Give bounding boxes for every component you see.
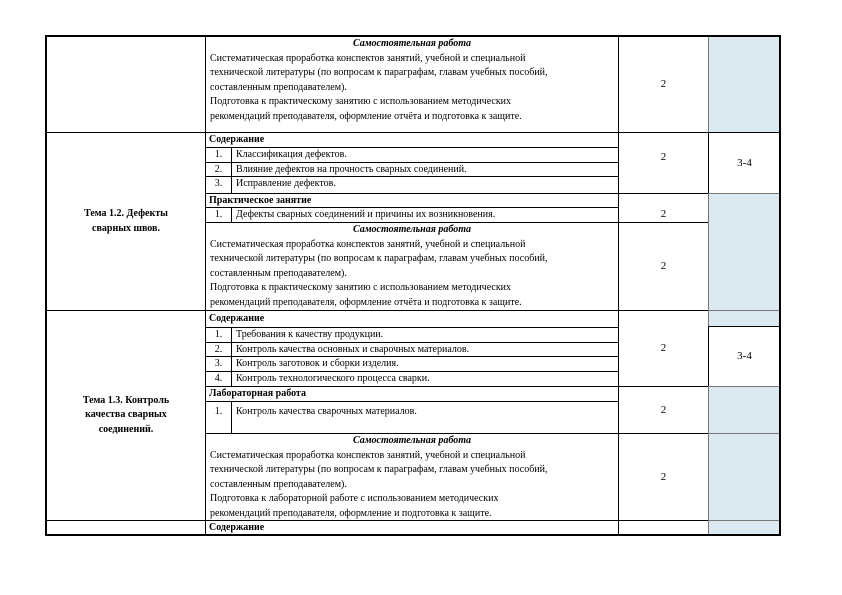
level-cell: 3-4 xyxy=(708,326,781,387)
item-text: Контроль качества сварочных материалов. xyxy=(236,406,417,417)
level-cell-shaded xyxy=(708,386,781,434)
level-cell-shaded xyxy=(708,520,781,536)
item-text: Классификация дефектов. xyxy=(236,149,347,160)
hours-cell: 2 xyxy=(618,193,709,223)
content-block-1-3 xyxy=(205,310,619,387)
self-work-title: Самостоятельная работа xyxy=(352,435,472,446)
practical-header: Практическое занятие xyxy=(209,195,312,206)
self-work-text: рекомендаций преподавателя, оформление отчёта и подготовка к защите. xyxy=(210,110,522,122)
hours-cell: 2 xyxy=(618,433,709,521)
self-work-text: составленным преподавателем). xyxy=(210,478,347,490)
item-text: Контроль заготовок и сборки изделия. xyxy=(236,358,399,369)
level-cell-shaded xyxy=(708,193,781,311)
self-work-text: рекомендаций преподавателя, оформление отчёта и подготовка к защите. xyxy=(210,296,522,308)
content-header: Содержание xyxy=(209,134,265,145)
content-header: Содержание xyxy=(209,313,265,324)
list-item xyxy=(206,162,618,176)
level-cell: 3-4 xyxy=(708,132,781,194)
self-work-text: рекомендаций преподавателя, оформление и подготовка к защите. xyxy=(210,507,492,519)
item-number: 1. xyxy=(206,402,232,433)
item-number: 3. xyxy=(206,357,232,371)
hours-cell: 2 xyxy=(618,36,709,133)
item-number: 3. xyxy=(206,177,232,193)
list-item xyxy=(206,401,618,433)
lab-block-1-3 xyxy=(205,386,619,434)
hours-cell: 2 xyxy=(618,222,709,311)
content-block-1-2 xyxy=(205,132,619,194)
item-number: 2. xyxy=(206,343,232,356)
topic-cell-next xyxy=(46,520,206,536)
list-item xyxy=(206,371,618,386)
lab-header: Лабораторная работа xyxy=(209,388,306,399)
hours-cell: 2 xyxy=(618,132,709,194)
topic-1-2-title: Тема 1.2. Дефекты сварных швов. xyxy=(46,132,206,311)
self-work-title: Самостоятельная работа xyxy=(352,224,472,235)
list-item xyxy=(206,356,618,371)
list-item xyxy=(206,342,618,356)
self-work-block xyxy=(205,433,619,521)
item-text: Контроль качества основных и сварочных материалов. xyxy=(236,344,470,355)
item-text: Требования к качеству продукции. xyxy=(236,329,384,340)
hours-cell: 2 xyxy=(618,310,709,387)
self-work-title: Самостоятельная работа xyxy=(352,38,472,49)
practical-block-1-2 xyxy=(205,193,619,223)
hours-cell: 2 xyxy=(618,386,709,434)
topic-cell-prev xyxy=(46,36,206,133)
item-number: 1. xyxy=(206,148,232,162)
item-number: 2. xyxy=(206,163,232,176)
self-work-text: составленным преподавателем). xyxy=(210,81,347,93)
list-item xyxy=(206,147,618,162)
self-work-text: Подготовка к практическому занятию с использованием методических xyxy=(210,96,512,107)
item-number: 1. xyxy=(206,208,232,222)
self-work-block xyxy=(205,36,619,133)
item-text: Влияние дефектов на прочность сварных соединений. xyxy=(236,164,467,175)
item-number: 1. xyxy=(206,328,232,342)
level-cell-shaded xyxy=(708,36,781,133)
item-text: Контроль технологического процесса сварки. xyxy=(236,373,430,384)
self-work-text: составленным преподавателем). xyxy=(210,267,347,279)
self-work-text: технической литературы (по вопросам к параграфам, главам учебных пособий, xyxy=(210,253,548,264)
hours-cell-empty xyxy=(618,520,709,536)
list-item xyxy=(206,176,618,193)
level-cell-shaded xyxy=(708,310,781,327)
self-work-text: технической литературы (по вопросам к параграфам, главам учебных пособий, xyxy=(210,67,548,78)
self-work-text: Систематическая проработка конспектов занятий, учебной и специальной xyxy=(210,238,526,250)
list-item xyxy=(206,207,618,222)
list-item xyxy=(206,327,618,342)
self-work-block xyxy=(205,222,619,311)
self-work-text: Систематическая проработка конспектов занятий, учебной и специальной xyxy=(210,449,526,461)
self-work-text: технической литературы (по вопросам к параграфам, главам учебных пособий, xyxy=(210,464,548,475)
topic-1-3-title: Тема 1.3. Контроль качества сварных соединений. xyxy=(46,310,206,521)
self-work-text: Подготовка к практическому занятию с использованием методических xyxy=(210,282,512,293)
item-text: Исправление дефектов. xyxy=(236,178,336,189)
content-header: Содержание xyxy=(205,520,619,536)
item-number: 4. xyxy=(206,372,232,386)
level-cell-shaded xyxy=(708,433,781,521)
item-text: Дефекты сварных соединений и причины их возникновения. xyxy=(236,209,496,220)
self-work-text: Систематическая проработка конспектов занятий, учебной и специальной xyxy=(210,52,526,64)
self-work-text: Подготовка к лабораторной работе с использованием методических xyxy=(210,493,499,504)
